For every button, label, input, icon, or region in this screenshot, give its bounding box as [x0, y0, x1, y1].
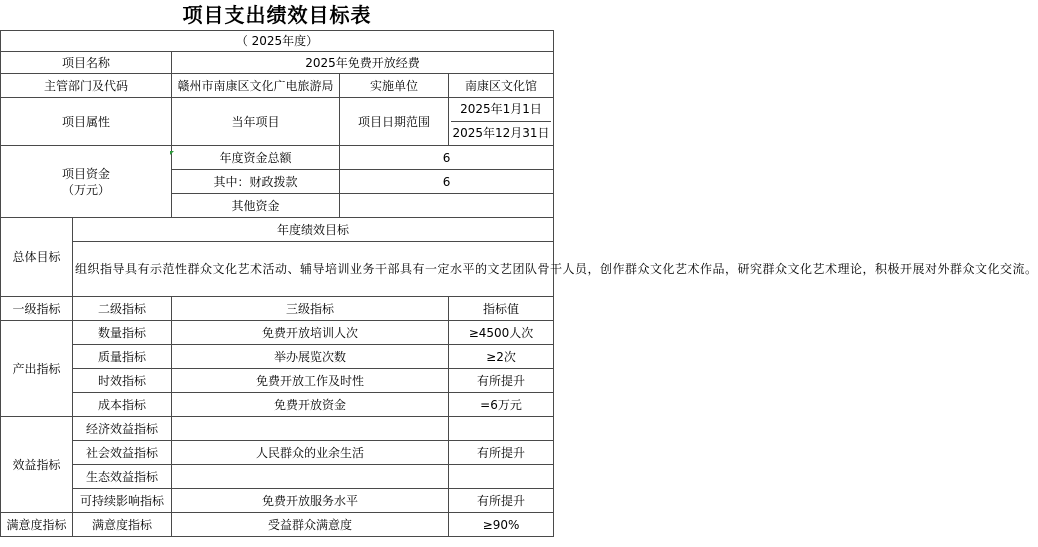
table-row-value: ≥90%	[449, 513, 554, 537]
date-end: 2025年12月31日	[452, 126, 550, 140]
table-row-value	[449, 417, 554, 441]
fund-label: 项目资金 （万元）	[1, 146, 172, 218]
table-row-level3: 受益群众满意度	[172, 513, 449, 537]
table-row-level3	[172, 465, 449, 489]
fund-total-value: 6	[340, 146, 554, 170]
table-row-level3: 举办展览次数	[172, 345, 449, 369]
header-value: 指标值	[449, 297, 554, 321]
fund-other-label: 其他资金	[172, 194, 340, 218]
impl-label: 实施单位	[340, 74, 449, 98]
fund-fiscal-value: 6	[340, 170, 554, 194]
table-row-value: 有所提升	[449, 441, 554, 465]
header-level2: 二级指标	[73, 297, 172, 321]
table-row-level2: 可持续影响指标	[73, 489, 172, 513]
table-row-level2: 质量指标	[73, 345, 172, 369]
header-level1: 一级指标	[1, 297, 73, 321]
overall-goal-label: 总体目标	[1, 218, 73, 297]
performance-table	[0, 30, 1038, 537]
table-row-level2: 时效指标	[73, 369, 172, 393]
table-row-value: ≥4500人次	[449, 321, 554, 345]
output-group-label: 产出指标	[1, 321, 73, 417]
project-name-value: 2025年免费开放经费	[172, 52, 554, 74]
year-cell: （ 2025年度）	[1, 31, 554, 52]
table-row-level2: 数量指标	[73, 321, 172, 345]
impl-value: 南康区文化馆	[449, 74, 554, 98]
table-row-level2: 满意度指标	[73, 513, 172, 537]
fund-fiscal-label: 其中：财政拨款	[172, 170, 340, 194]
table-row-value: ≥2次	[449, 345, 554, 369]
dept-label: 主管部门及代码	[1, 74, 172, 98]
header-level3: 三级指标	[172, 297, 449, 321]
annual-goal-label: 年度绩效目标	[73, 218, 554, 242]
table-row-level2: 生态效益指标	[73, 465, 172, 489]
project-name-label: 项目名称	[1, 52, 172, 74]
table-row-level2: 成本指标	[73, 393, 172, 417]
date-label: 项目日期范围	[340, 98, 449, 146]
table-row-level3: 免费开放资金	[172, 393, 449, 417]
fund-total-label: 年度资金总额	[172, 146, 340, 170]
cell-comment-marker	[170, 151, 174, 155]
table-row-level3	[172, 417, 449, 441]
table-row-level3: 免费开放培训人次	[172, 321, 449, 345]
table-row-level3: 免费开放工作及时性	[172, 369, 449, 393]
table-row-value: =6万元	[449, 393, 554, 417]
date-range-cell	[449, 98, 554, 146]
date-start: 2025年1月1日	[451, 98, 551, 122]
sheet-title: 项目支出绩效目标表	[182, 3, 372, 27]
table-row-level2: 社会效益指标	[73, 441, 172, 465]
satisfaction-group-label: 满意度指标	[1, 513, 73, 537]
dept-value: 赣州市南康区文化广电旅游局	[172, 74, 340, 98]
attr-label: 项目属性	[1, 98, 172, 146]
attr-value: 当年项目	[172, 98, 340, 146]
table-row-level2: 经济效益指标	[73, 417, 172, 441]
table-row-level3: 人民群众的业余生活	[172, 441, 449, 465]
table-row-value: 有所提升	[449, 489, 554, 513]
overall-goal-text: 组织指导具有示范性群众文化艺术活动、辅导培训业务干部具有一定水平的文艺团队骨干人员，创作群众文化艺术作品，研究群众文化艺术理论，积极开展对外群众文化交流。	[73, 242, 554, 297]
fund-other-value	[340, 194, 554, 218]
table-row-level3: 免费开放服务水平	[172, 489, 449, 513]
table-row-value: 有所提升	[449, 369, 554, 393]
benefit-group-label: 效益指标	[1, 417, 73, 513]
table-row-value	[449, 465, 554, 489]
